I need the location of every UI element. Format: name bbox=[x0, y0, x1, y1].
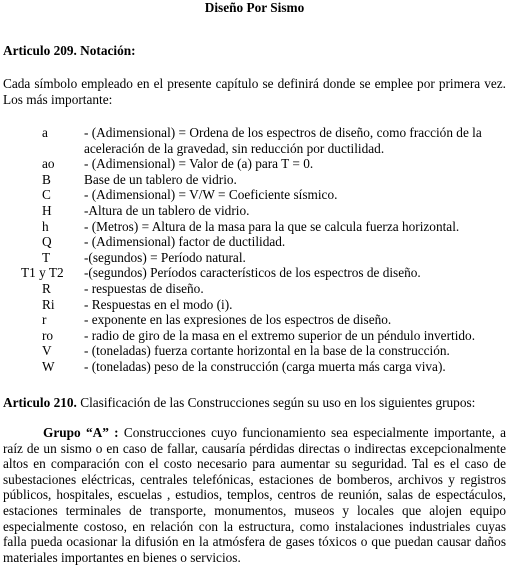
notation-row bbox=[0, 250, 509, 266]
notation-row bbox=[0, 219, 509, 235]
notation-definition: - radio de giro de la masa en el extremo superior de un péndulo invertido. bbox=[84, 327, 476, 343]
notation-definition: -(segundos) = Período natural. bbox=[84, 249, 246, 265]
notation-symbol-cell bbox=[0, 234, 84, 250]
article-210-paragraph bbox=[3, 395, 506, 411]
notation-row bbox=[0, 203, 509, 219]
notation-definition: - Respuestas en el modo (i). bbox=[84, 296, 233, 312]
notation-definition: - (Adimensional) = Valor de (a) para T = 0. bbox=[84, 156, 314, 172]
notation-symbol-cell bbox=[0, 281, 84, 297]
notation-definition: - (Adimensional) = Ordena de los espectros de diseño, como fracción de la aceleración de la gravedad, sin reducción por ductilidad. bbox=[84, 125, 482, 156]
notation-row bbox=[0, 187, 509, 203]
article-209-intro: Cada símbolo empleado en el presente capítulo se definirá donde se emplee por primera vez. Los más importante: bbox=[3, 76, 506, 107]
notation-symbol: ao bbox=[42, 156, 55, 172]
notation-row bbox=[0, 172, 509, 188]
notation-symbol-cell bbox=[0, 203, 84, 219]
notation-definition: - exponente en las expresiones de los espectros de diseño. bbox=[84, 312, 392, 328]
notation-list bbox=[0, 125, 509, 375]
article-209-heading: Articulo 209. Notación: bbox=[3, 43, 136, 58]
notation-symbol: h bbox=[42, 218, 49, 234]
notation-row bbox=[0, 359, 509, 375]
article-210-text: Clasificación de las Construcciones según su uso en los siguientes grupos: bbox=[76, 395, 476, 410]
notation-row bbox=[0, 156, 509, 172]
notation-definition: - (toneladas) peso de la construcción (carga muerta más carga viva). bbox=[84, 358, 446, 374]
notation-symbol-cell bbox=[0, 312, 84, 328]
notation-definition: Base de un tablero de vidrio. bbox=[84, 171, 237, 187]
page-title: Diseño Por Sismo bbox=[204, 0, 305, 15]
notation-symbol-cell bbox=[0, 219, 84, 235]
grupo-a-paragraph bbox=[3, 425, 506, 565]
notation-definition: - (toneladas) fuerza cortante horizontal en la base de la construcción. bbox=[84, 343, 450, 359]
notation-symbol: T1 y T2 bbox=[21, 265, 64, 281]
notation-symbol: V bbox=[42, 343, 52, 359]
notation-symbol-cell bbox=[0, 297, 84, 313]
notation-symbol: R bbox=[42, 280, 51, 296]
notation-row bbox=[0, 328, 509, 344]
notation-definition: -Altura de un tablero de vidrio. bbox=[84, 202, 250, 218]
notation-symbol: Ri bbox=[42, 296, 55, 312]
notation-row bbox=[0, 234, 509, 250]
notation-definition: - (Adimensional) factor de ductilidad. bbox=[84, 234, 286, 250]
notation-symbol: ro bbox=[42, 327, 54, 343]
notation-row bbox=[0, 125, 509, 156]
notation-symbol: a bbox=[42, 125, 48, 140]
notation-symbol: T bbox=[42, 249, 51, 265]
notation-symbol-cell bbox=[0, 328, 84, 344]
grupo-a-label: Grupo “A” : bbox=[43, 425, 119, 440]
notation-symbol-cell bbox=[0, 156, 84, 172]
notation-row bbox=[0, 265, 509, 281]
notation-row bbox=[0, 297, 509, 313]
notation-symbol: r bbox=[42, 312, 47, 328]
notation-definition: -(segundos) Períodos característicos de los espectros de diseño. bbox=[84, 265, 421, 281]
notation-symbol-cell bbox=[0, 343, 84, 359]
notation-symbol-cell bbox=[0, 187, 84, 203]
notation-symbol: C bbox=[42, 187, 51, 203]
notation-row bbox=[0, 281, 509, 297]
notation-symbol: W bbox=[42, 358, 55, 374]
notation-definition: - respuestas de diseño. bbox=[84, 280, 204, 296]
notation-symbol: H bbox=[42, 202, 52, 218]
notation-symbol-cell bbox=[0, 125, 84, 141]
notation-definition: - (Adimensional) = V/W = Coeficiente sísmico. bbox=[84, 187, 338, 203]
notation-symbol-cell bbox=[0, 250, 84, 266]
notation-symbol: Q bbox=[42, 234, 52, 250]
notation-definition: - (Metros) = Altura de la masa para la que se calcula fuerza horizontal. bbox=[84, 218, 460, 234]
notation-symbol-cell bbox=[0, 172, 84, 188]
notation-row bbox=[0, 343, 509, 359]
notation-symbol-cell bbox=[0, 265, 84, 281]
notation-symbol: B bbox=[42, 171, 51, 187]
article-210-heading: Articulo 210. bbox=[3, 395, 77, 410]
notation-symbol-cell bbox=[0, 359, 84, 375]
notation-row bbox=[0, 312, 509, 328]
grupo-a-text: Construcciones cuyo funcionamiento sea especialmente importante, a raíz de un sismo o en caso de fallar, causaría pérdidas directas o indirectas excepcionalmente altos en comparación con el costo necesario para aumentar su seguridad. Tal es el caso de subestaciones eléctricas, centrales telefónicas, estaciones de bomberos, archivos y registros públicos, hospitales, escuelas , estudios, templos, centros de reunión, salas de espectáculos, estaciones terminales de transporte, monumentos, museos y locales que alojen equipo especialmente costoso, en relación con la estructura, como instalaciones industriales cuyas falla pueda ocasionar la difusión en la atmósfera de gases tóxicos o que puedan causar daños materiales importantes en bienes o servicios. bbox=[3, 425, 506, 565]
